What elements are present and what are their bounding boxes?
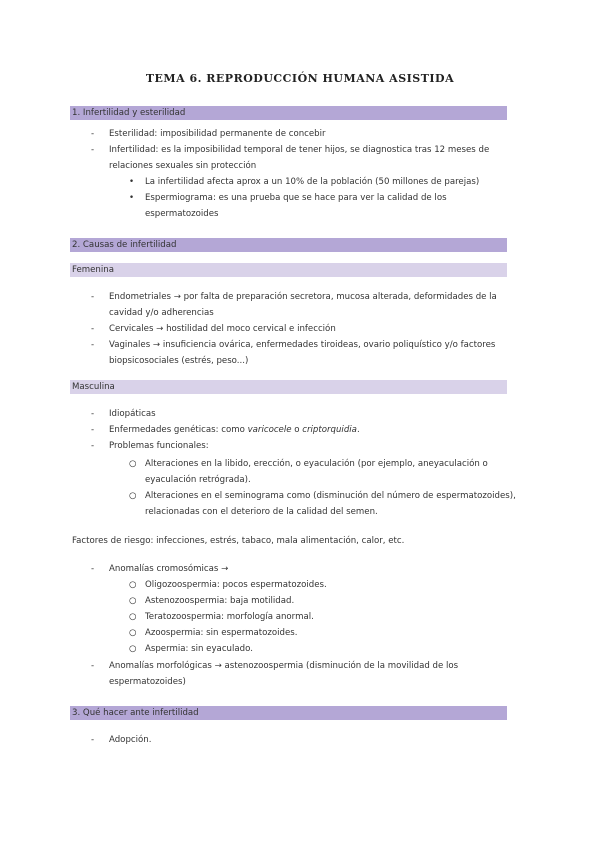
sub-list-item: Alteraciones en la libido, erección, o eyaculación (por ejemplo, aneyaculación o	[145, 459, 488, 469]
list-item: Anomalías morfológicas → astenozoospermia (disminución de la movilidad de los	[109, 661, 459, 671]
dash-bullet: -	[91, 409, 95, 419]
sub-list-item: Astenozoospermia: baja motilidad.	[145, 596, 295, 606]
sub-list-item: Azoospermia: sin espermatozoides.	[145, 628, 298, 638]
dash-bullet: -	[91, 425, 95, 435]
sub-list-item-continuation: eyaculación retrógrada).	[145, 475, 251, 485]
list-item-text: o	[291, 425, 303, 435]
list-item-continuation: espermatozoides)	[109, 677, 186, 687]
section-heading-1: 1. Infertilidad y esterilidad	[70, 106, 507, 120]
list-item: Vaginales → insuficiencia ovárica, enfermedades tiroideas, ovario poliquístico y/o factores	[109, 340, 496, 350]
list-item-continuation: relaciones sexuales sin protección	[109, 161, 257, 171]
list-item: Anomalías cromosómicas →	[109, 564, 229, 574]
italic-term: criptorquidia	[302, 425, 357, 435]
dash-bullet: -	[91, 145, 95, 155]
dash-bullet: -	[91, 324, 95, 334]
circle-bullet: ○	[129, 612, 137, 622]
sub-list-item: Alteraciones en el seminograma como (disminución del número de espermatozoides),	[145, 491, 516, 501]
bullet: •	[129, 177, 135, 187]
list-item	[109, 424, 360, 436]
risk-factors-text: Factores de riesgo: infecciones, estrés, tabaco, mala alimentación, calor, etc.	[72, 536, 405, 546]
list-item: Adopción.	[109, 735, 152, 745]
dash-bullet: -	[91, 292, 95, 302]
page-title: TEMA 6. REPRODUCCIÓN HUMANA ASISTIDA	[145, 72, 455, 85]
list-item: Cervicales → hostilidad del moco cervical e infección	[109, 324, 336, 334]
list-item-continuation: biopsicosociales (estrés, peso...)	[109, 356, 249, 366]
list-item: Endometriales → por falta de preparación secretora, mucosa alterada, deformidades de la	[109, 292, 497, 302]
subheading-masculina: Masculina	[70, 380, 507, 394]
list-item: Esterilidad: imposibilidad permanente de concebir	[109, 129, 326, 139]
sub-list-item: Oligozoospermia: pocos espermatozoides.	[145, 580, 327, 590]
sub-list-item-continuation: espermatozoides	[145, 209, 219, 219]
dash-bullet: -	[91, 340, 95, 350]
section-heading-2: 2. Causas de infertilidad	[70, 238, 507, 252]
dash-bullet: -	[91, 441, 95, 451]
dash-bullet: -	[91, 564, 95, 574]
subheading-femenina: Femenina	[70, 263, 507, 277]
list-item-continuation: cavidad y/o adherencias	[109, 308, 214, 318]
list-item: Idiopáticas	[109, 409, 156, 419]
section-heading-3: 3. Qué hacer ante infertilidad	[70, 706, 507, 720]
dash-bullet: -	[91, 129, 95, 139]
sub-list-item: La infertilidad afecta aprox a un 10% de la población (50 millones de parejas)	[145, 177, 480, 187]
sub-list-item-continuation: relacionadas con el deterioro de la calidad del semen.	[145, 507, 378, 517]
list-item-text: .	[356, 425, 360, 435]
sub-list-item: Teratozoospermia: morfología anormal.	[145, 612, 314, 622]
circle-bullet: ○	[129, 459, 137, 469]
bullet: •	[129, 193, 135, 203]
circle-bullet: ○	[129, 580, 137, 590]
sub-list-item: Espermiograma: es una prueba que se hace para ver la calidad de los	[145, 193, 447, 203]
sub-list-item: Aspermia: sin eyaculado.	[145, 644, 253, 654]
circle-bullet: ○	[129, 644, 137, 654]
dash-bullet: -	[91, 735, 95, 745]
circle-bullet: ○	[129, 596, 137, 606]
circle-bullet: ○	[129, 628, 137, 638]
list-item: Infertilidad: es la imposibilidad temporal de tener hijos, se diagnostica tras 12 meses de	[109, 145, 490, 155]
circle-bullet: ○	[129, 491, 137, 501]
italic-term: varicocele	[247, 425, 292, 435]
dash-bullet: -	[91, 661, 95, 671]
list-item-text: Enfermedades genéticas: como	[109, 425, 248, 435]
list-item: Problemas funcionales:	[109, 441, 209, 451]
